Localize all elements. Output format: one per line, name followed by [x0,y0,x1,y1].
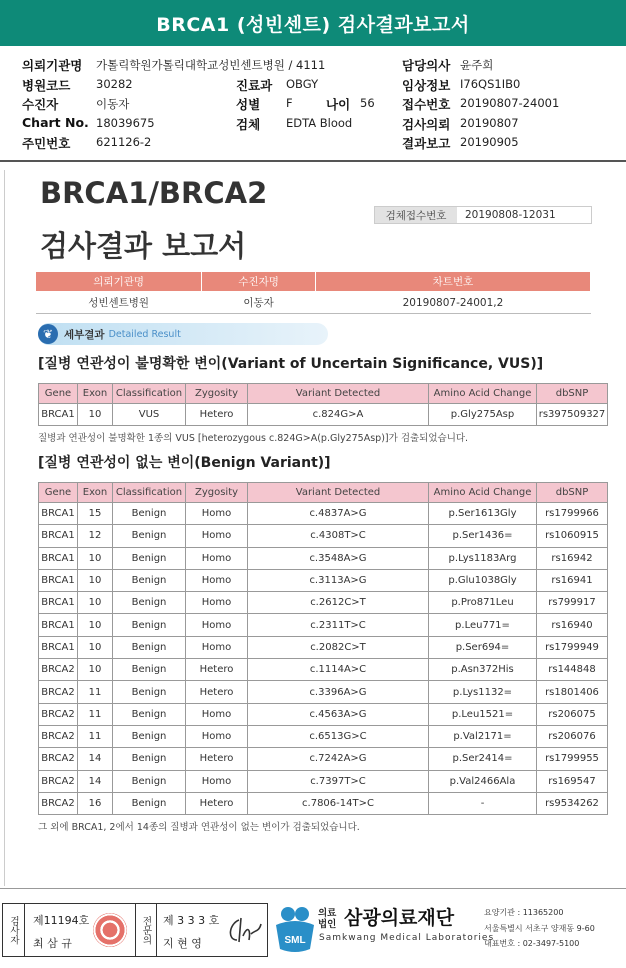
table-cell: c.3396A>G [248,681,429,703]
org-prefix: 의료법인 [318,908,337,930]
table-cell: - [429,792,537,814]
table-cell: c.3548A>G [248,547,429,569]
table-cell: c.2311T>C [248,614,429,636]
report-date-label: 결과보고 [402,136,451,151]
table-row [39,404,608,426]
table-cell: rs1799966 [537,503,608,525]
clinical-info-label: 임상정보 [402,78,451,93]
table-cell: BRCA2 [39,681,78,703]
table-row [39,503,608,525]
org-phone: 대표번호 : 02-3497-5100 [484,939,580,948]
table-cell: Benign [113,525,186,547]
table-cell: p.Val2171= [429,725,537,747]
patient-value: 이동자 [96,97,130,111]
table-cell: Benign [113,725,186,747]
org-name: 삼광의료재단 [344,907,455,929]
table-cell: p.Ser2414= [429,748,537,770]
table-cell: BRCA1 [39,503,78,525]
table-cell: 10 [78,547,113,569]
table-cell: c.4563A>G [248,703,429,725]
table-cell: rs1801406 [537,681,608,703]
table-cell: 10 [78,659,113,681]
table-cell: p.Lys1132= [429,681,537,703]
table-row [39,659,608,681]
patient-label: 수진자 [22,97,59,112]
table-cell: Homo [186,614,248,636]
table-cell: p.Leu1521= [429,703,537,725]
table-row [39,770,608,792]
table-cell: Benign [113,792,186,814]
table-cell: c.2612C>T [248,592,429,614]
table-cell: BRCA2 [39,703,78,725]
table-row [39,525,608,547]
request-info-value-row [36,292,591,314]
table-cell: p.Ser1613Gly [429,503,537,525]
table-cell: p.Val2466Ala [429,770,537,792]
header-divider [0,160,626,162]
table-cell: Homo [186,636,248,658]
table-cell: Benign [113,503,186,525]
benign-note: 그 외에 BRCA1, 2에서 14종의 질병과 연관성이 없는 변이가 검출되었습니다. [38,822,360,833]
table-cell: BRCA1 [39,547,78,569]
institution-value: 가톨릭학원가톨릭대학교성빈센트병원 / 4111 [96,58,326,72]
signature-icon [225,914,263,946]
table-cell: p.Gly275Asp [429,404,537,426]
sex-value: F [286,96,293,110]
vus-column-header: dbSNP [537,384,608,404]
table-cell: 10 [78,636,113,658]
table-row [39,748,608,770]
receipt-no-value: 20190807-24001 [460,96,560,110]
table-cell: 10 [78,614,113,636]
table-cell: BRCA1 [39,636,78,658]
table-cell: 16 [78,792,113,814]
table-cell: Benign [113,614,186,636]
table-cell: VUS [113,404,186,426]
specialist-license: 제 3 3 3 호 [163,914,220,927]
table-cell: c.4837A>G [248,503,429,525]
table-cell: rs169547 [537,770,608,792]
table-cell: Hetero [186,681,248,703]
table-cell: c.3113A>G [248,569,429,591]
table-cell: c.7242A>G [248,748,429,770]
vus-column-header: Amino Acid Change [429,384,537,404]
table-cell: 10 [78,592,113,614]
table-cell: Hetero [186,792,248,814]
table-cell: p.Ser694= [429,636,537,658]
table-cell: BRCA2 [39,770,78,792]
table-cell: 11 [78,725,113,747]
inspector-label [3,904,25,956]
table-cell: Homo [186,525,248,547]
specimen-value: EDTA Blood [286,116,353,130]
hospital-code-value: 30282 [96,77,133,91]
benign-column-header: Gene [39,483,78,503]
table-cell: Hetero [186,748,248,770]
inspector-label-text: 검사자 [8,915,19,945]
chart-no-label: Chart No. [22,115,89,130]
table-cell: p.Leu771= [429,614,537,636]
benign-column-header: Amino Acid Change [429,483,537,503]
org-address: 서울특별시 서초구 양재동 9-60 [484,924,595,933]
inspector-name: 최 삼 규 [33,937,72,950]
specimen-receipt-value: 20190808-12031 [465,209,556,221]
inspector-seal-icon [93,913,127,947]
table-cell: BRCA2 [39,725,78,747]
vus-table [38,383,608,426]
table-cell: p.Ser1436= [429,525,537,547]
signature-box [2,903,268,957]
lab-logo-area [272,903,626,959]
table-cell: BRCA1 [39,404,78,426]
table-cell: 10 [78,569,113,591]
table-cell: Homo [186,547,248,569]
table-cell: Benign [113,592,186,614]
table-cell: Benign [113,681,186,703]
table-cell: p.Asn372His [429,659,537,681]
patient-header [0,52,626,152]
table-cell: p.Lys1183Arg [429,547,537,569]
hospital-code-label: 병원코드 [22,78,71,93]
specimen-receipt-box [374,206,592,224]
vus-column-header: Classification [113,384,186,404]
table-cell: Benign [113,748,186,770]
table-cell: Benign [113,703,186,725]
table-cell: c.7397T>C [248,770,429,792]
vus-column-header: Variant Detected [248,384,429,404]
table-cell: c.6513G>C [248,725,429,747]
table-cell: Homo [186,725,248,747]
table-cell: Homo [186,569,248,591]
table-cell: BRCA1 [39,592,78,614]
benign-column-header: Zygosity [186,483,248,503]
table-cell: rs799917 [537,592,608,614]
table-cell: c.7806-14T>C [248,792,429,814]
table-cell: rs1060915 [537,525,608,547]
resident-no-value: 621126-2 [96,135,152,149]
table-cell: 12 [78,525,113,547]
table-cell: Homo [186,592,248,614]
request-info-value: 이동자 [202,292,316,314]
report-title: BRCA1 (성빈센트) 검사결과보고서 [156,13,470,36]
table-cell: BRCA1 [39,569,78,591]
table-cell: BRCA1 [39,525,78,547]
benign-column-header: Exon [78,483,113,503]
table-cell: Hetero [186,659,248,681]
table-row [39,703,608,725]
vus-section-title: [질병 연관성이 불명확한 변이(Variant of Uncertain Significance, VUS)] [38,356,544,372]
request-date-value: 20190807 [460,116,519,130]
table-row [39,569,608,591]
table-cell: 10 [78,404,113,426]
table-cell: c.4308T>C [248,525,429,547]
table-cell: 11 [78,703,113,725]
request-info-header: 수진자명 [202,272,316,292]
vus-column-header: Gene [39,384,78,404]
detailed-result-banner [38,323,328,345]
table-cell: Homo [186,703,248,725]
table-cell: Hetero [186,404,248,426]
table-row [39,725,608,747]
table-cell: Benign [113,569,186,591]
table-cell: Benign [113,659,186,681]
table-cell: BRCA2 [39,659,78,681]
detailed-result-label: 세부결과 [64,328,105,341]
org-code: 요양기관 : 11365200 [484,908,564,917]
table-cell: rs16941 [537,569,608,591]
specimen-receipt-label: 검체접수번호 [375,207,457,223]
table-row [39,592,608,614]
table-cell: rs16940 [537,614,608,636]
table-row [39,547,608,569]
table-cell: Homo [186,503,248,525]
inspector-license: 제11194호 [33,914,90,927]
request-info-header-row [36,272,591,292]
org-name-en: Samkwang Medical Laboratories [319,933,495,943]
specimen-label: 검체 [236,117,261,132]
detailed-result-label-en: Detailed Result [108,328,181,340]
benign-column-header: dbSNP [537,483,608,503]
report-date-value: 20190905 [460,135,519,149]
specialist-label [135,904,157,956]
table-cell: rs9534262 [537,792,608,814]
doctor-value: 윤주희 [460,58,494,72]
receipt-no-label: 접수번호 [402,97,451,112]
benign-section-title: [질병 연관성이 없는 변이(Benign Variant)] [38,455,331,471]
benign-table-header [39,483,608,503]
department-value: OBGY [286,77,319,91]
table-row [39,681,608,703]
sml-logo-text: SML [284,935,306,946]
table-cell: rs1799955 [537,748,608,770]
table-cell: p.Pro871Leu [429,592,537,614]
table-cell: Benign [113,547,186,569]
report-heading-sub: 검사결과 보고서 [40,229,247,263]
pink-ribbon-icon: ❦ [38,324,58,344]
footer-divider [0,888,626,889]
clinical-info-value: I76QS1IB0 [460,77,521,91]
table-cell: Benign [113,636,186,658]
table-cell: 11 [78,681,113,703]
table-cell: rs397509327 [537,404,608,426]
request-info-header: 의뢰기관명 [36,272,202,292]
vus-column-header: Zygosity [186,384,248,404]
table-cell: rs206075 [537,703,608,725]
specialist-label-text: 전문의 [140,915,152,945]
table-cell: rs206076 [537,725,608,747]
sml-logo-icon [272,905,318,953]
age-value: 56 [360,96,375,110]
request-info-value: 성빈센트병원 [36,292,202,314]
benign-column-header: Classification [113,483,186,503]
table-row [39,614,608,636]
table-cell: 14 [78,770,113,792]
table-cell: BRCA2 [39,748,78,770]
institution-label: 의뢰기관명 [22,58,83,73]
table-cell: 15 [78,503,113,525]
table-cell: BRCA2 [39,792,78,814]
table-row [39,636,608,658]
request-info-value: 20190807-24001,2 [315,292,590,314]
doctor-label: 담당의사 [402,58,451,73]
table-cell: Benign [113,770,186,792]
table-cell: rs16942 [537,547,608,569]
sex-label: 성별 [236,97,261,112]
specialist-name: 지 현 영 [163,937,202,950]
report-heading-main: BRCA1/BRCA2 [40,176,268,210]
report-title-bar [0,0,626,46]
vus-column-header: Exon [78,384,113,404]
vus-note: 질병과 연관성이 불명확한 1종의 VUS [heterozygous c.824G>A(p.Gly275Asp)]가 검출되었습니다. [38,433,469,444]
table-cell: p.Glu1038Gly [429,569,537,591]
benign-column-header: Variant Detected [248,483,429,503]
request-date-label: 검사의뢰 [402,117,451,132]
table-cell: Homo [186,770,248,792]
request-info-header: 차트번호 [315,272,590,292]
request-info-table [35,271,591,314]
table-cell: c.824G>A [248,404,429,426]
table-cell: c.2082C>T [248,636,429,658]
age-label: 나이 [326,97,351,112]
table-row [39,792,608,814]
table-cell: rs144848 [537,659,608,681]
vus-table-header [39,384,608,404]
resident-no-label: 주민번호 [22,136,71,151]
table-cell: rs1799949 [537,636,608,658]
department-label: 진료과 [236,78,273,93]
chart-no-value: 18039675 [96,116,155,130]
table-cell: BRCA1 [39,614,78,636]
benign-table [38,482,608,815]
table-cell: c.1114A>C [248,659,429,681]
table-cell: 14 [78,748,113,770]
